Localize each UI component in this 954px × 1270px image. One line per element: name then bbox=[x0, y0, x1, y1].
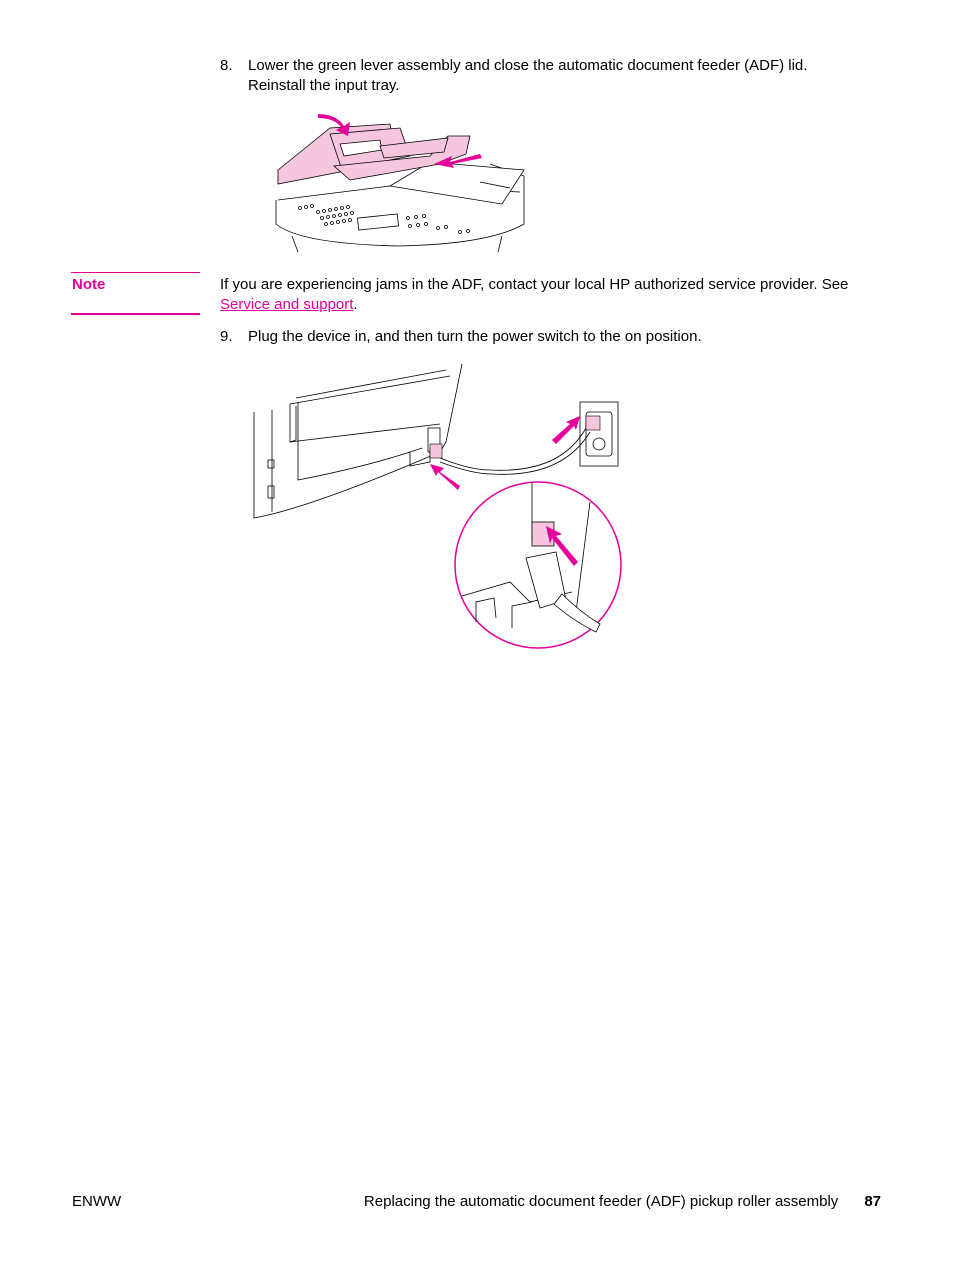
step-number: 9. bbox=[220, 328, 233, 345]
page-number: 87 bbox=[864, 1193, 881, 1210]
step-number: 8. bbox=[220, 57, 233, 74]
step-text bbox=[248, 327, 870, 347]
note-label: Note bbox=[72, 276, 106, 293]
note-rule-bottom bbox=[71, 313, 200, 315]
note-text: If you are experiencing jams in the ADF, contact your local HP authorized service provider. See bbox=[220, 276, 849, 293]
step-8 bbox=[220, 56, 870, 96]
step-9 bbox=[220, 327, 870, 347]
power-cord-plug-in-illustration bbox=[250, 362, 630, 652]
footer-right bbox=[364, 1193, 881, 1211]
footer-left: ENWW bbox=[72, 1193, 122, 1210]
step-line: Reinstall the input tray. bbox=[248, 77, 400, 94]
adf-lid-closing-illustration bbox=[270, 104, 530, 254]
service-and-support-link[interactable]: Service and support bbox=[220, 296, 354, 313]
note-rule-top bbox=[71, 272, 200, 273]
step-line: Plug the device in, and then turn the power switch to the on position. bbox=[248, 328, 702, 345]
note-body bbox=[220, 275, 880, 315]
step-line: Lower the green lever assembly and close the automatic document feeder (ADF) lid. bbox=[248, 57, 808, 74]
note-text-end: . bbox=[353, 296, 358, 313]
step-text bbox=[248, 56, 870, 96]
footer-title: Replacing the automatic document feeder (ADF) pickup roller assembly bbox=[363, 1193, 839, 1210]
